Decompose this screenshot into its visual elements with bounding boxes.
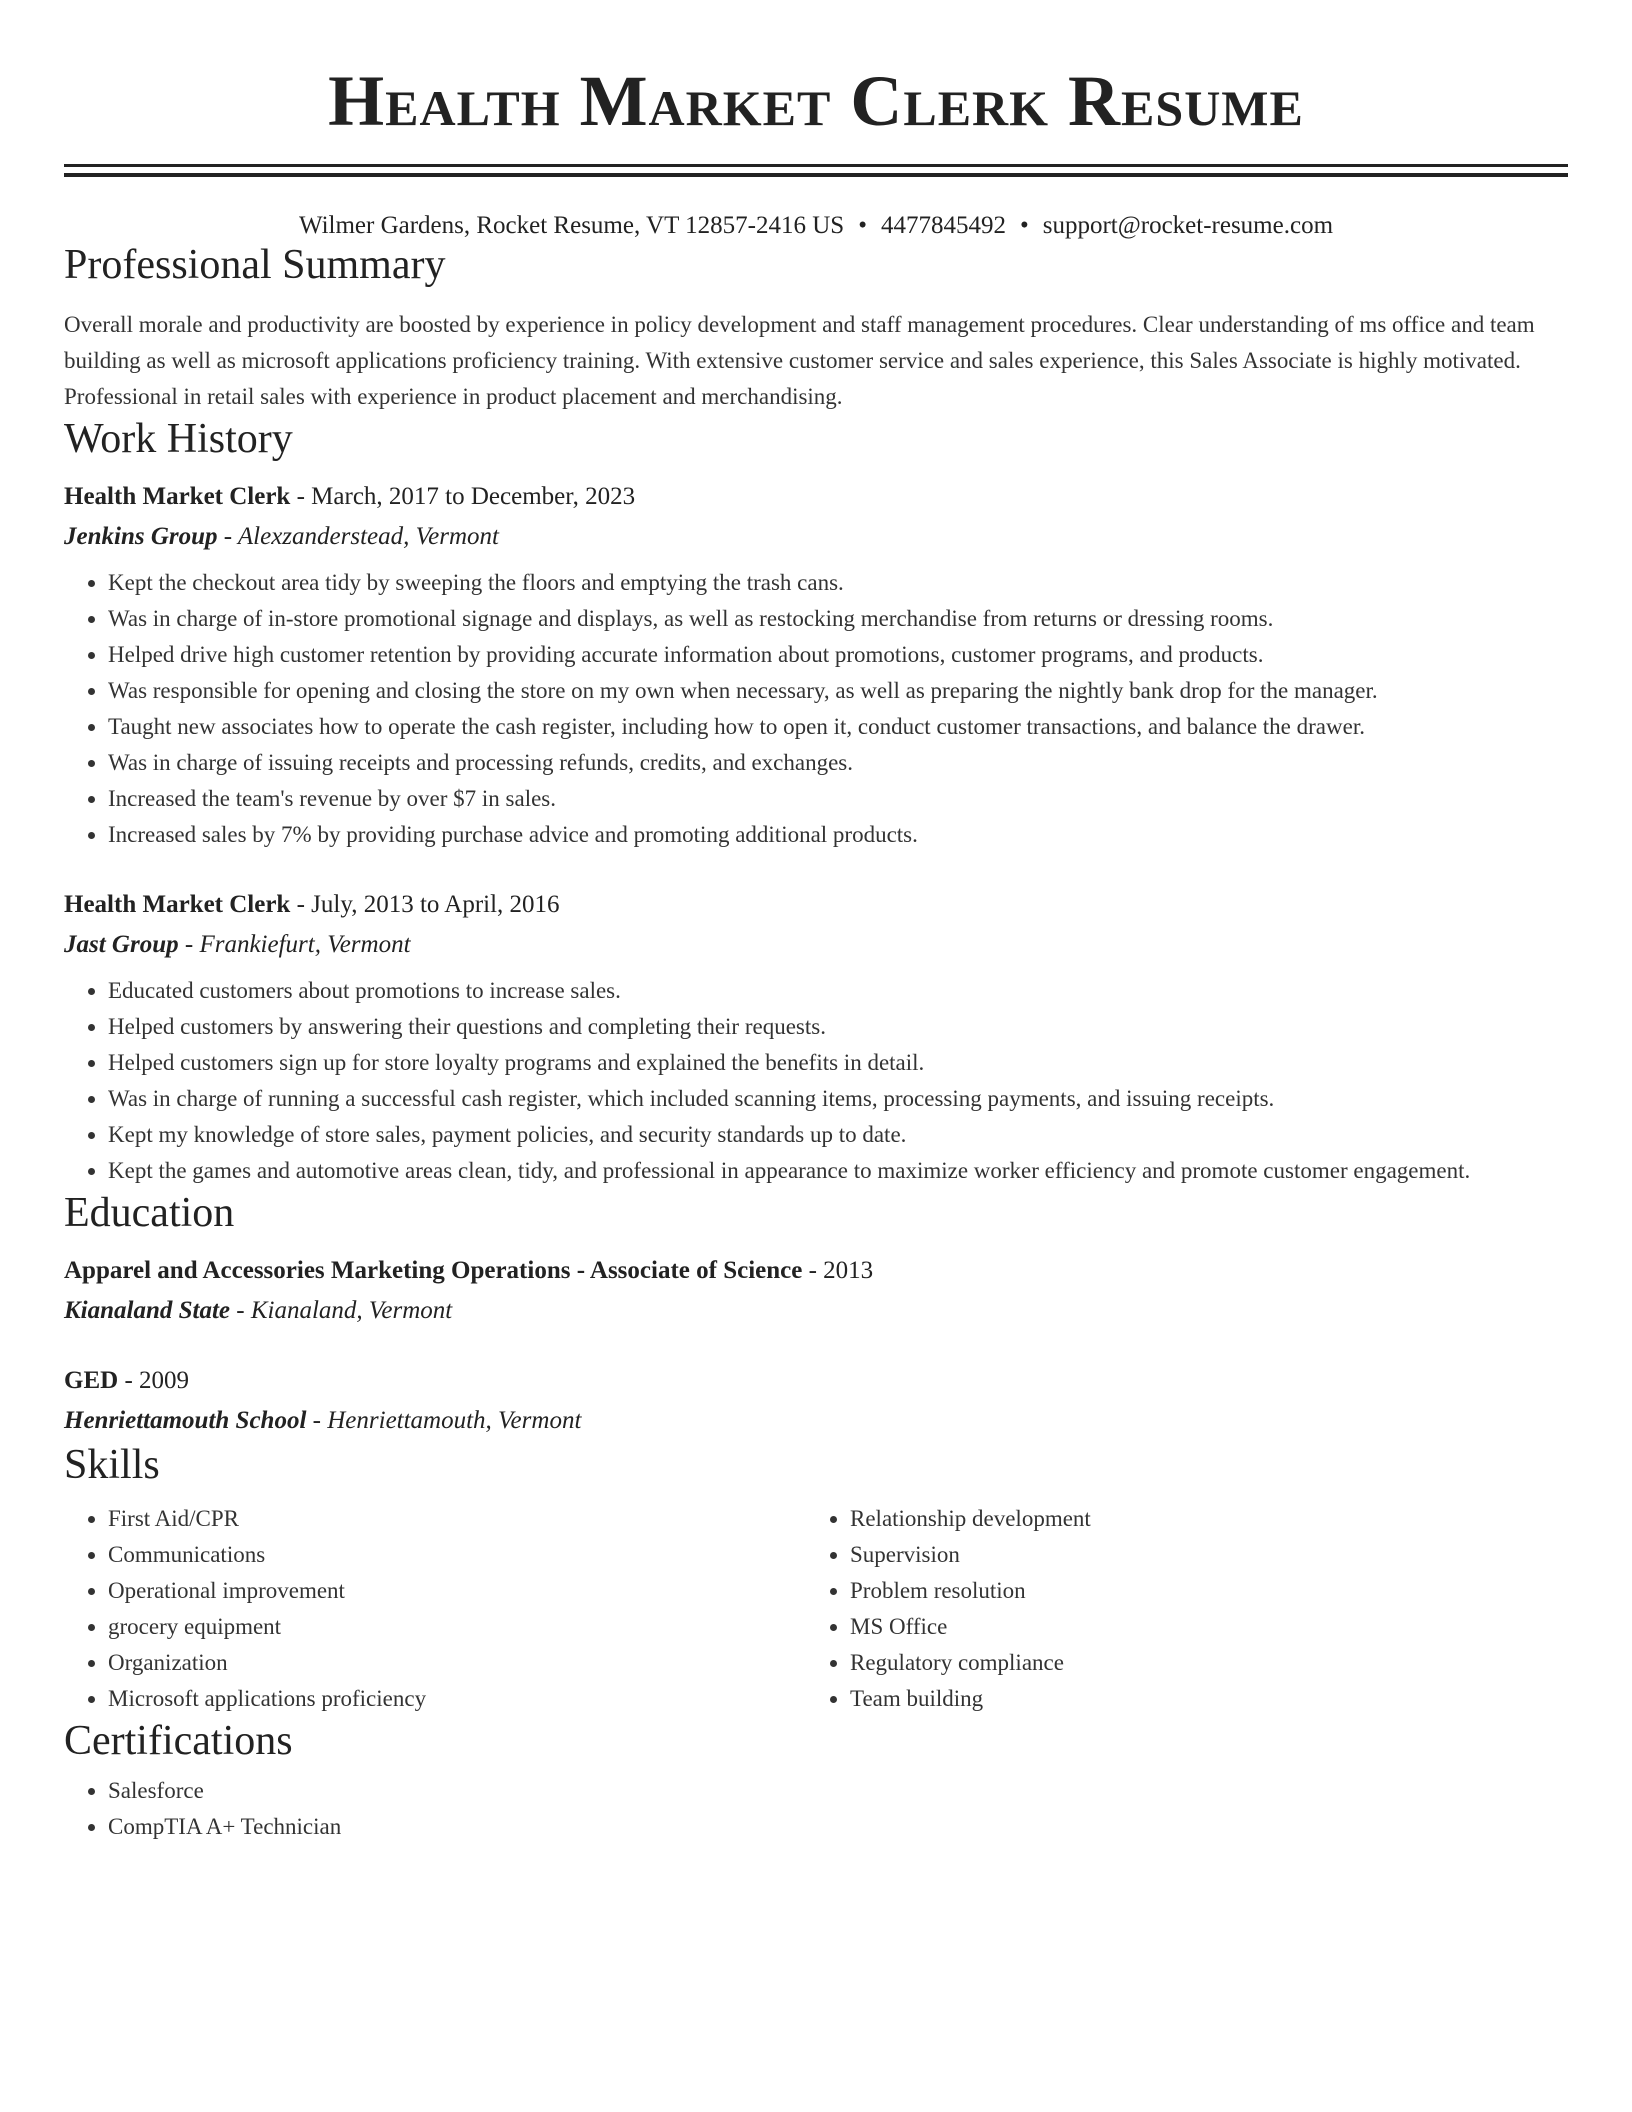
title-divider-top <box>64 164 1568 167</box>
education-section <box>64 1189 1568 1441</box>
employer-name: Jast Group <box>64 931 179 958</box>
job-bullet: • Helped customers sign up for store loyalty programs and explained the benefits in detail. <box>108 1045 1568 1081</box>
degree-year: - 2009 <box>118 1367 190 1394</box>
degree-year: - 2013 <box>802 1257 874 1284</box>
summary-section <box>64 241 1568 415</box>
employer-location: - Frankiefurt, Vermont <box>178 931 411 958</box>
skill-item: • Microsoft applications proficiency <box>108 1681 806 1717</box>
skills-column-left <box>64 1501 806 1717</box>
summary-text: Overall morale and productivity are boosted by experience in policy development and staff management procedures. Clear understanding of ms office and team building as well as microsoft applications proficiency training. With extensive customer service and sales experience, this Sales Associate is highly motivated. Professional in retail sales with experience in product placement and merchandising. <box>64 312 1535 409</box>
education-entry <box>64 1361 1568 1441</box>
skill-item: • MS Office <box>850 1609 1548 1645</box>
school-location: - Kianaland, Vermont <box>230 1297 453 1324</box>
degree-name: GED <box>64 1367 119 1394</box>
education-entry <box>64 1251 1568 1331</box>
skills-heading: Skills <box>64 1442 160 1488</box>
certifications-heading: Certifications <box>64 1718 293 1764</box>
skill-item: • Regulatory compliance <box>850 1645 1548 1681</box>
skills-section <box>64 1441 1568 1717</box>
job-bullets <box>64 973 1568 1189</box>
skill-item: • Team building <box>850 1681 1548 1717</box>
skill-item: • grocery equipment <box>108 1609 806 1645</box>
contact-separator: • <box>858 212 867 239</box>
school-name: Henriettamouth School <box>64 1407 307 1434</box>
school-line <box>64 1291 1568 1331</box>
contact-address: Wilmer Gardens, Rocket Resume, VT 12857-2416 US <box>298 212 845 239</box>
work-history-heading: Work History <box>64 416 293 462</box>
employer-name: Jenkins Group <box>64 523 218 550</box>
job-entry <box>64 885 1568 1189</box>
school-line <box>64 1401 1568 1441</box>
degree-name: Apparel and Accessories Marketing Operations - Associate of Science <box>64 1257 803 1284</box>
skill-item: • Problem resolution <box>850 1573 1548 1609</box>
skill-item: • Supervision <box>850 1537 1548 1573</box>
skills-grid <box>64 1501 1568 1717</box>
title-divider-bottom <box>64 173 1568 177</box>
school-name: Kianaland State <box>64 1297 231 1324</box>
job-bullet: • Was in charge of issuing receipts and processing refunds, credits, and exchanges. <box>108 745 1568 781</box>
employer-line <box>64 517 1568 557</box>
job-bullet: • Kept the games and automotive areas clean, tidy, and professional in appearance to maximize worker efficiency and promote customer engagement. <box>108 1153 1568 1189</box>
contact-separator: • <box>1019 212 1029 239</box>
job-title: Health Market Clerk <box>64 483 291 510</box>
skill-item: • Communications <box>108 1537 806 1573</box>
job-bullet: • Educated customers about promotions to increase sales. <box>108 973 1568 1009</box>
skills-list <box>806 1501 1548 1717</box>
contact-phone: 4477845492 <box>880 212 1006 239</box>
employer-location: - Alexzanderstead, Vermont <box>217 523 499 550</box>
job-bullet: • Was in charge of in-store promotional signage and displays, as well as restocking merchandise from returns or dressing rooms. <box>108 601 1568 637</box>
school-location: - Henriettamouth, Vermont <box>306 1407 582 1434</box>
contact-line <box>64 211 1568 241</box>
skill-item: • Organization <box>108 1645 806 1681</box>
skill-item: • Relationship development <box>850 1501 1548 1537</box>
job-bullet: • Increased the team's revenue by over $7 in sales. <box>108 781 1568 817</box>
job-bullet: • Was responsible for opening and closing the store on my own when necessary, as well as preparing the nightly bank drop for the manager. <box>108 673 1568 709</box>
job-title: Health Market Clerk <box>64 891 291 918</box>
certifications-list <box>64 1773 1568 1845</box>
summary-heading: Professional Summary <box>64 242 446 288</box>
education-heading: Education <box>64 1190 235 1236</box>
job-bullet: • Was in charge of running a successful cash register, which included scanning items, processing payments, and issuing receipts. <box>108 1081 1568 1117</box>
certifications-section <box>64 1717 1568 1845</box>
job-title-line <box>64 885 1568 925</box>
resume-title: Health Market Clerk Resume <box>328 61 1304 141</box>
job-bullet: • Increased sales by 7% by providing purchase advice and promoting additional products. <box>108 817 1568 853</box>
job-dates: - March, 2017 to December, 2023 <box>290 483 636 510</box>
job-bullet: • Kept my knowledge of store sales, payment policies, and security standards up to date. <box>108 1117 1568 1153</box>
employer-line <box>64 925 1568 965</box>
contact-email: support@rocket-resume.com <box>1042 212 1334 239</box>
degree-line <box>64 1361 1568 1401</box>
degree-line <box>64 1251 1568 1291</box>
skill-item: • Operational improvement <box>108 1573 806 1609</box>
job-bullets <box>64 565 1568 853</box>
job-bullet: • Helped drive high customer retention by providing accurate information about promotions, customer programs, and products. <box>108 637 1568 673</box>
job-bullet: • Helped customers by answering their questions and completing their requests. <box>108 1009 1568 1045</box>
work-history-section <box>64 415 1568 1189</box>
job-dates: - July, 2013 to April, 2016 <box>290 891 560 918</box>
job-bullet: • Taught new associates how to operate the cash register, including how to open it, conduct customer transactions, and balance the drawer. <box>108 709 1568 745</box>
job-title-line <box>64 477 1568 517</box>
certification-item: • Salesforce <box>108 1773 1568 1809</box>
skills-column-right <box>806 1501 1548 1717</box>
skills-list <box>64 1501 806 1717</box>
job-entry <box>64 477 1568 853</box>
skill-item: • First Aid/CPR <box>108 1501 806 1537</box>
certification-item: • CompTIA A+ Technician <box>108 1809 1568 1845</box>
job-bullet: • Kept the checkout area tidy by sweeping the floors and emptying the trash cans. <box>108 565 1568 601</box>
